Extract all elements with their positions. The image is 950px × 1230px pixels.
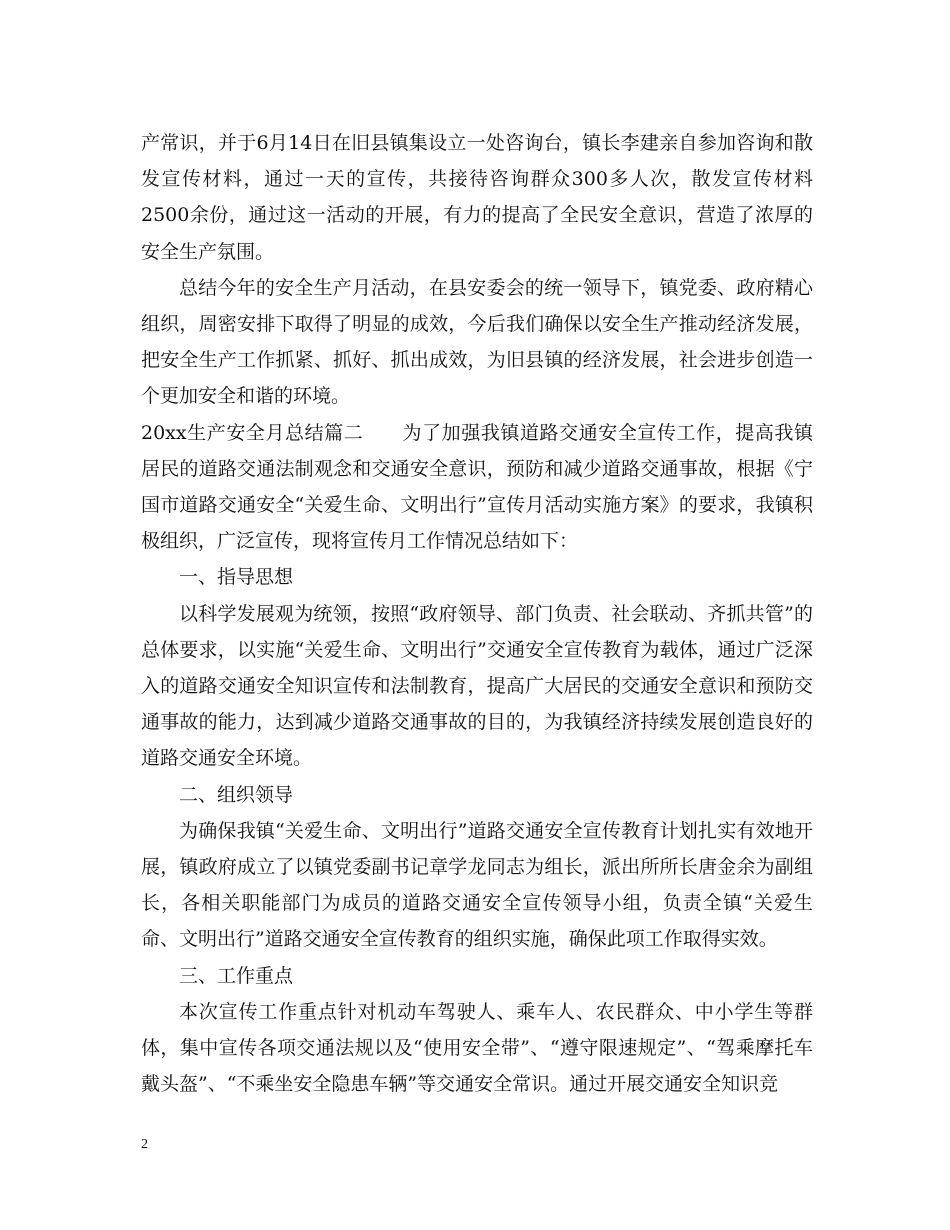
paragraph-guiding-ideology: 以科学发展观为统领，按照“政府领导、部门负责、社会联动、齐抓共管”的总体要求，以实施“关爱生命、文明出行”交通安全宣传教育为载体，通过广泛深入的道路交通安全知识宣传和法制教育，提高广大居民的交通安全意识和预防交通事故的能力，达到减少道路交通事故的目的，为我镇经济持续发展创造良好的道路交通安全环境。 [141, 602, 813, 770]
heading-organization-leadership: 二、组织领导 [179, 783, 294, 806]
page-number: 2 [141, 1137, 148, 1152]
paragraph-continuation: 产常识，并于6月14日在旧县镇集设立一处咨询台，镇长李建亲自参加咨询和散发宣传材料，通过一天的宣传，共接待咨询群众300多人次，散发宣传材料2500余份，通过这一活动的开展，有力的提高了全民安全意识，营造了浓厚的安全生产氛围。 [141, 132, 813, 263]
heading-work-focus: 三、工作重点 [179, 964, 294, 987]
paragraph-summary: 总结今年的安全生产月活动，在县安委会的统一领导下，镇党委、政府精心组织，周密安排下取得了明显的成效，今后我们确保以安全生产推动经济发展，把安全生产工作抓紧、抓好、抓出成效，为旧县镇的经济发展，社会进步创造一个更加安全和谐的环境。 [141, 276, 813, 408]
paragraph-work-focus: 本次宣传工作重点针对机动车驾驶人、乘车人、农民群众、中小学生等群体，集中宣传各项交通法规以及“使用安全带”、“遵守限速规定”、“驾乘摩托车戴头盔”、“不乘坐安全隐患车辆”等交通安全常识。通过开展交通安全知识竞 [141, 1000, 813, 1096]
paragraph-organization-leadership: 为确保我镇“关爱生命、文明出行”道路交通安全宣传教育计划扎实有效地开展，镇政府成立了以镇党委副书记章学龙同志为组长，派出所所长唐金余为副组长，各相关职能部门为成员的道路交通安全宣传领导小组，负责全镇“关爱生命、文明出行”道路交通安全宣传教育的组织实施，确保此项工作取得实效。 [141, 819, 813, 951]
document-body [141, 125, 813, 1102]
heading-guiding-ideology: 一、指导思想 [179, 566, 294, 589]
paragraph-section-two-intro: 20xx生产安全月总结篇二 为了加强我镇道路交通安全宣传工作，提高我镇居民的道路交通法制观念和交通安全意识，预防和减少道路交通事故，根据《宁国市道路交通安全“关爱生命、文明出行”宣传月活动实施方案》的要求，我镇积极组织，广泛宣传，现将宣传月工作情况总结如下： [141, 421, 813, 553]
